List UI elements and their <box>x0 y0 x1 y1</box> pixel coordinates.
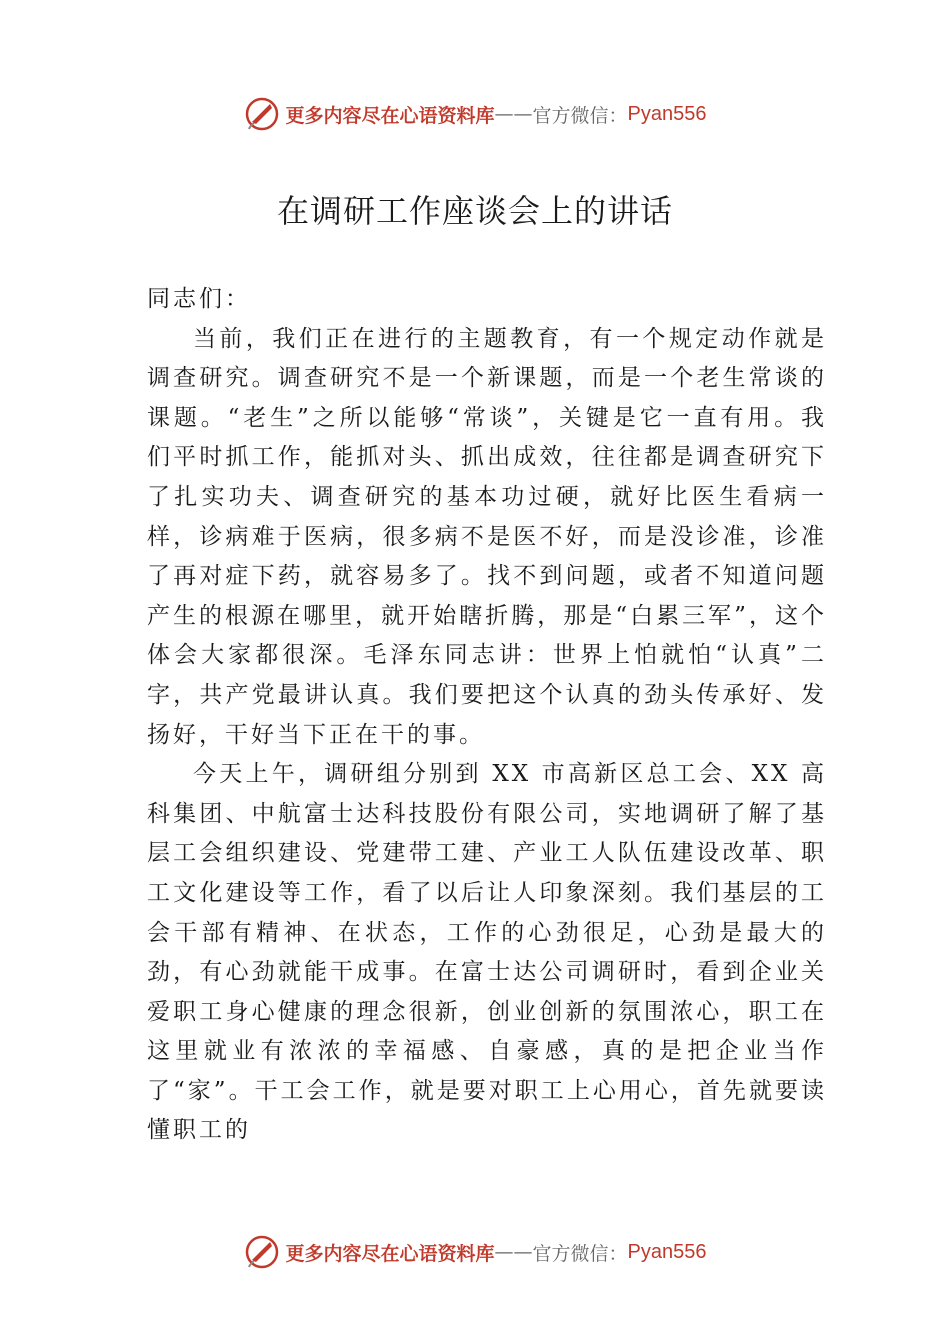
document-body <box>147 280 827 1151</box>
paragraph-1: 当前，我们正在进行的主题教育，有一个规定动作就是调查研究。调查研究不是一个新课题，而是一个老生常谈的课题。“老生”之所以能够“常谈”，关键是它一直有用。我们平时抓工作，能抓对头、抓出成效，往往都是调查研究下了扎实功夫、调查研究的基本功过硬，就好比医生看病一样，诊病难于医病，很多病不是医不好，而是没诊准，诊准了再对症下药，就容易多了。找不到问题，或者不知道问题产生的根源在哪里，就开始瞎折腾，那是“白累三军”，这个体会大家都很深。毛泽东同志讲：世界上怕就怕“认真”二字，共产党最讲认真。我们要把这个认真的劲头传承好、发扬好，干好当下正在干的事。 <box>147 325 827 748</box>
salutation: 同志们： <box>147 286 251 312</box>
banner-wechat-label: 官方微信： <box>532 104 628 127</box>
header-watermark-banner <box>0 94 950 134</box>
document-title: 在调研工作座谈会上的讲话 <box>276 192 673 230</box>
banner-dash: —— <box>494 1241 533 1263</box>
banner-dash: —— <box>494 103 533 125</box>
paragraph-2: 今天上午，调研组分别到 XX 市高新区总工会、XX 高科集团、中航富士达科技股份有限公司，实地调研了解了基层工会组织建设、党建带工建、产业工人队伍建设改革、职工文化建设等工作，看了以后让人印象深刻。我们基层的工会干部有精神、在状态，工作的心劲很足，心劲是最大的劲，有心劲就能干成事。在富士达公司调研时，看到企业关爱职工身心健康的理念很新，创业创新的氛围浓心，职工在这里就业有浓浓的幸福感、自豪感，真的是把企业当作了“家”。干工会工作，就是要对职工上心用心，首先就要读懂职工的 <box>147 761 827 1144</box>
quill-logo-icon <box>244 96 280 132</box>
quill-logo-icon <box>244 1234 280 1270</box>
banner-brand-text: 更多内容尽在心语资料库 <box>285 104 495 127</box>
banner-brand-text: 更多内容尽在心语资料库 <box>285 1242 495 1265</box>
banner-wechat-id: Pyan556 <box>627 102 707 125</box>
footer-watermark-banner <box>0 1232 950 1272</box>
banner-wechat-id: Pyan556 <box>627 1240 707 1263</box>
banner-wechat-label: 官方微信： <box>532 1242 628 1265</box>
